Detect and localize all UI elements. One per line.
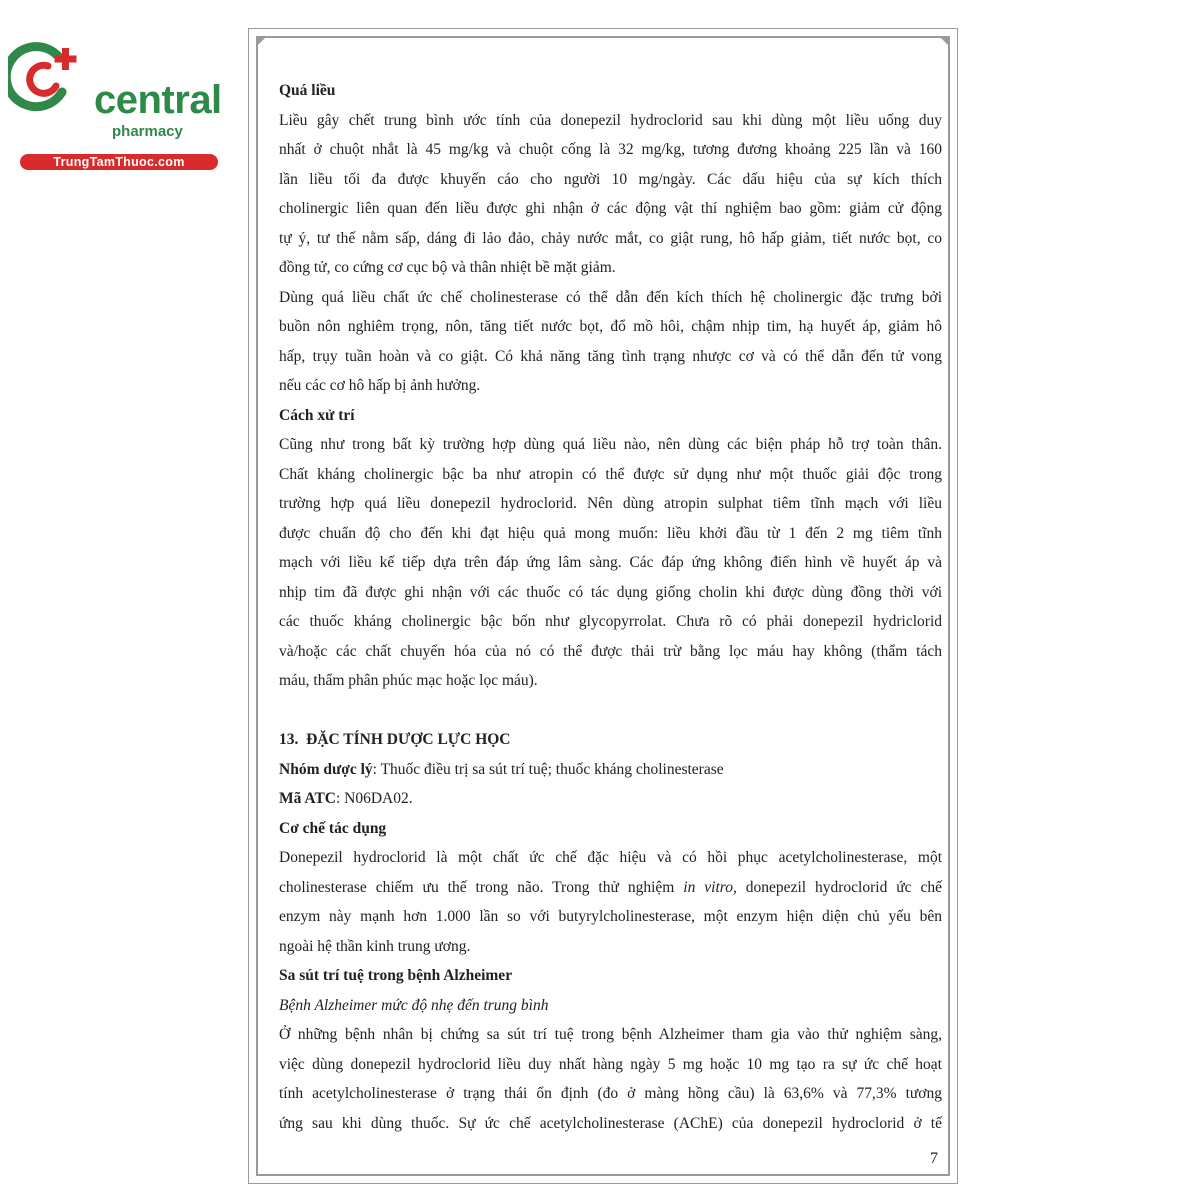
alzheimer-subheading: Bệnh Alzheimer mức độ nhẹ đến trung bình	[279, 996, 549, 1014]
paragraph-line: Dùng quá liều chất ức chế cholinesterase có thể dẫn đến kích thích hệ cholinergic đặc trưng bởi	[279, 288, 942, 306]
alzheimer-heading: Sa sút trí tuệ trong bệnh Alzheimer	[279, 967, 513, 984]
paragraph-line: các thuốc kháng cholinergic bậc bốn như glycopyrrolat. Chưa rõ có phải donepezil hydriclorid	[279, 613, 942, 630]
text-segment: cholinesterase chiếm ưu thế trong não. Trong thử nghiệm	[279, 878, 684, 896]
logo-sub-text: pharmacy	[112, 123, 183, 140]
section-number: 13.	[279, 731, 299, 748]
paragraph-line: được chuẩn độ cho đến khi đạt hiệu quả mong muốn: liều khởi đầu từ 1 đến 2 mg tiêm tĩnh	[279, 524, 942, 542]
pharmacologic-group-value: : Thuốc điều trị sa sút trí tuệ; thuốc kháng cholinesterase	[372, 760, 724, 778]
text-segment: donepezil hydroclorid ức chế	[736, 878, 943, 896]
logo-brand-text: central	[94, 78, 222, 122]
pharmacologic-group-line	[279, 755, 942, 785]
paragraph-line	[279, 873, 942, 903]
paragraph-line: tính acetylcholinesterase ở trạng thái ổn định (đo ở màng hồng cầu) là 63,6% và 77,3% tương	[279, 1085, 942, 1102]
paragraph-line: và/hoặc các chất chuyển hóa của nó có thể được thải trừ bằng lọc máu hay không (thẩm tách	[279, 642, 942, 660]
paragraph-line: Ở những bệnh nhân bị chứng sa sút trí tuệ trong bệnh Alzheimer tham gia vào thử nghiệm sàng,	[279, 1026, 942, 1043]
paragraph-line: đồng tử, co cứng cơ cục bộ và thân nhiệt bề mặt giảm.	[279, 259, 616, 276]
mechanism-heading: Cơ chế tác dụng	[279, 819, 387, 837]
paragraph-line: enzym này mạnh hơn 1.000 lần so với butyrylcholinesterase, một enzym hiện diện chủ yếu bên	[279, 908, 942, 925]
paragraph-line: Cũng như trong bất kỳ trường hợp dùng quá liều nào, nên dùng các biện pháp hỗ trợ toàn thân.	[279, 436, 942, 453]
paragraph-line: cholinergic liên quan đến liều được ghi nhận ở các động vật thí nghiệm bao gồm: giảm cử động	[279, 200, 942, 217]
page-number: 7	[930, 1150, 938, 1167]
logo-url-badge: TrungTamThuoc.com	[20, 154, 218, 170]
pharmacologic-group-label: Nhóm dược lý	[279, 760, 373, 778]
paragraph-line: mạch với liều kế tiếp dựa trên đáp ứng lâm sàng. Các đáp ứng không điển hình về huyết áp và	[279, 554, 942, 571]
paragraph-line: trường hợp quá liều donepezil hydroclorid. Nên dùng atropin sulphat tiêm tĩnh mạch với liều	[279, 495, 942, 512]
section-spacer	[279, 696, 942, 726]
paragraph-line: ngoài hệ thần kinh trung ương.	[279, 937, 471, 955]
atc-label: Mã ATC	[279, 790, 336, 807]
paragraph-line: hấp, trụy tuần hoàn và co giật. Có khả năng tăng tình trạng nhược cơ và có thể dẫn đến tử vong	[279, 347, 942, 365]
paragraph-line: nếu các cơ hô hấp bị ảnh hưởng.	[279, 377, 481, 394]
paragraph-line: nhất ở chuột nhắt là 45 mg/kg và chuột cống là 32 mg/kg, tương đương khoảng 225 lần và 160	[279, 141, 942, 158]
section-title: ĐẶC TÍNH DƯỢC LỰC HỌC	[306, 731, 511, 748]
document-body	[279, 76, 942, 1138]
paragraph-line: ứng sau khi dùng thuốc. Sự ức chế acetylcholinesterase (AChE) của donepezil hydroclorid ở tế	[279, 1114, 942, 1132]
section-13-heading	[279, 725, 942, 755]
paragraph-line: Donepezil hydroclorid là một chất ức chế đặc hiệu và có hồi phục acetylcholinesterase, một	[279, 849, 942, 866]
atc-code-line	[279, 784, 942, 814]
atc-value: : N06DA02.	[335, 790, 413, 807]
paragraph-line: nhịp tim đã được ghi nhận với các thuốc có tác dụng giống cholin khi được dùng đồng thời với	[279, 583, 942, 601]
paragraph-line: Chất kháng cholinergic bậc ba như atropin có thể được sử dụng như một thuốc giải độc trong	[279, 465, 942, 483]
paragraph-line: buồn nôn nghiêm trọng, nôn, tăng tiết nước bọt, đổ mồ hôi, chậm nhịp tim, hạ huyết áp, giảm hô	[279, 318, 942, 335]
italic-term: in vitro,	[683, 878, 737, 896]
section-heading-overdose: Quá liều	[279, 82, 336, 99]
paragraph-line: lần liều tối đa được khuyến cáo cho người 10 mg/ngày. Các dấu hiệu của sự kích thích	[279, 170, 942, 188]
paragraph-line: máu, thẩm phân phúc mạc hoặc lọc máu).	[279, 672, 538, 689]
paragraph-line: việc dùng donepezil hydroclorid liều duy nhất hàng ngày 5 mg hoặc 10 mg tạo ra sự ức chế hoạt	[279, 1055, 942, 1073]
paragraph-line: Liều gây chết trung bình ước tính của donepezil hydroclorid sau khi dùng một liều uống duy	[279, 111, 942, 129]
frame-corner-ornament	[940, 37, 949, 46]
paragraph-line: tự ý, tư thế nằm sấp, dáng đi lảo đảo, chảy nước mắt, co giật rung, hô hấp giảm, tiết nước bọt, co	[279, 229, 942, 247]
section-heading-management: Cách xử trí	[279, 406, 355, 424]
central-pharmacy-logo	[8, 36, 222, 169]
frame-corner-ornament	[257, 37, 266, 46]
central-logo-mark-icon	[8, 36, 94, 116]
